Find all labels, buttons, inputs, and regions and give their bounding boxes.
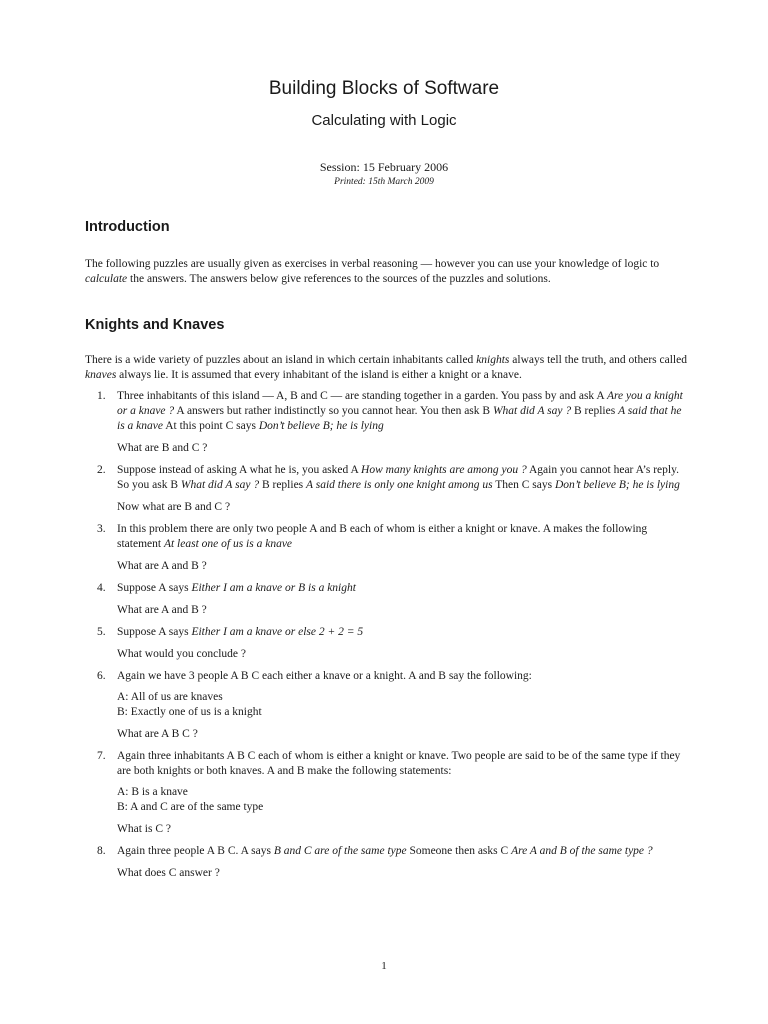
puzzle-item: 7. Again three inhabitants A B C each of whom is either a knight or knave. Two people are said to be of the same type if they are both knights or both knaves. A and B make the following statements: A: B is a knave B: A and C are of the same type What is C ? — [85, 749, 690, 837]
puzzle-question: What are A and B ? — [117, 604, 207, 616]
heading-introduction: Introduction — [85, 219, 170, 235]
puzzle-item: 3. In this problem there are only two people A and B each of whom is either a knight or knave. A makes the following statement At least one of us is a knave What are A and B ? — [85, 522, 690, 574]
document-subtitle: Calculating with Logic — [311, 112, 457, 129]
puzzle-question: What is C ? — [117, 823, 171, 835]
puzzle-question: What are A and B ? — [117, 560, 207, 572]
page-number: 1 — [381, 960, 387, 972]
puzzle-question: What does C answer ? — [117, 867, 220, 879]
printed-date: Printed: 15th March 2009 — [334, 177, 434, 187]
document-title: Building Blocks of Software — [268, 78, 500, 99]
knights-paragraph: There is a wide variety of puzzles about an island in which certain inhabitants called knights always tell the truth, and others called knaves always lie. It is assumed that every inhabitant of the island is either a knight or a knave. — [85, 354, 687, 381]
puzzle-item: 5. Suppose A says Either I am a knave or else 2 + 2 = 5 What would you conclude ? — [85, 625, 690, 662]
puzzle-list — [85, 389, 690, 888]
puzzle-question: What are B and C ? — [117, 442, 208, 454]
puzzle-item: 6. Again we have 3 people A B C each either a knave or a knight. A and B say the following: A: All of us are knaves B: Exactly one of us is a knight What are A B C ? — [85, 669, 690, 742]
puzzle-question: What are A B C ? — [117, 728, 198, 740]
statement-lines: A: B is a knave B: A and C are of the same type — [117, 786, 264, 813]
heading-knights-and-knaves: Knights and Knaves — [85, 317, 225, 333]
puzzle-item: 2. Suppose instead of asking A what he is, you asked A How many knights are among you ? Again you cannot hear A’s reply. So you ask B What did A say ? B replies A said there is only one knight among us Then C says Don’t believe B; he is lying Now what are B and C ? — [85, 463, 690, 515]
puzzle-question: Now what are B and C ? — [117, 501, 231, 513]
statement-lines: A: All of us are knaves B: Exactly one of us is a knight — [117, 691, 262, 718]
puzzle-item: 4. Suppose A says Either I am a knave or B is a knight What are A and B ? — [85, 581, 690, 618]
intro-paragraph: The following puzzles are usually given as exercises in verbal reasoning — however you can use your knowledge of logic to calculate the answers. The answers below give references to the sources of the puzzles and solutions. — [85, 258, 660, 285]
puzzle-question: What would you conclude ? — [117, 648, 247, 660]
puzzle-item: 1. Three inhabitants of this island — A, B and C — are standing together in a garden. You pass by and ask A Are you a knight or a knave ? A answers but rather indistinctly so you cannot hear. You then ask B What did A say ? B replies A said that he is a knave At this point C says Don’t believe B; he is lying What are B and C ? — [85, 389, 690, 456]
puzzle-item: 8. Again three people A B C. A says B and C are of the same type Someone then asks C Are A and B of the same type ? What does C answer ? — [85, 844, 690, 881]
session-date: Session: 15 February 2006 — [319, 160, 449, 174]
